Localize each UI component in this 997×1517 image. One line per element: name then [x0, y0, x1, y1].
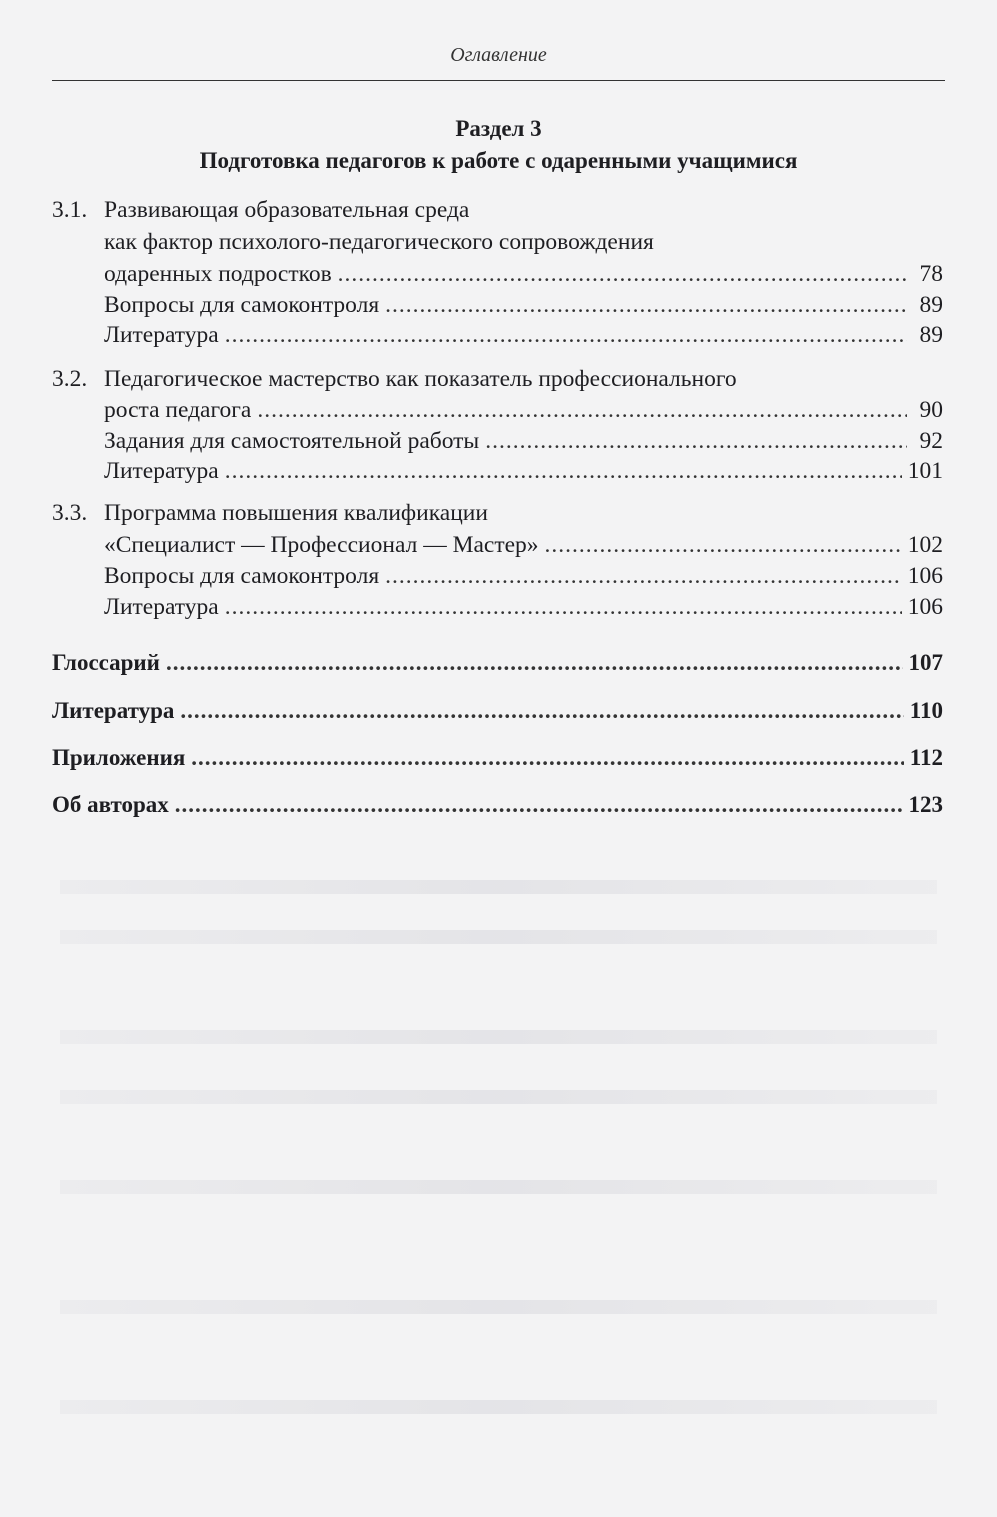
toc-entry[interactable]: [104, 397, 943, 427]
dot-leader: [166, 650, 903, 676]
chapter-number: 3.3.: [52, 500, 88, 526]
toc-entry-label: «Специалист — Профессионал — Мастер»: [104, 532, 539, 558]
toc-entry[interactable]: [104, 458, 943, 488]
page-number: 92: [919, 428, 943, 454]
toc-entry-label: Литература: [52, 698, 175, 723]
toc-entry-label: одаренных подростков: [104, 261, 332, 287]
bleed-through-line: [60, 1180, 937, 1194]
toc-entry[interactable]: [104, 261, 943, 291]
toc-entry[interactable]: [104, 428, 943, 458]
dot-leader: [257, 397, 907, 424]
toc-entry-label: роста педагога: [104, 397, 252, 423]
header-rule: [52, 80, 945, 81]
bleed-through-line: [60, 930, 937, 944]
dot-leader: [338, 261, 907, 288]
dot-leader: [180, 698, 903, 724]
toc-entry-label: Задания для самостоятельной работы: [104, 428, 480, 454]
page-number: 89: [919, 322, 943, 348]
bleed-through-line: [60, 1300, 937, 1314]
toc-entry[interactable]: [104, 563, 943, 593]
toc-entry-label: Литература: [104, 458, 219, 484]
dot-leader: [225, 458, 902, 485]
dot-leader: [175, 792, 903, 818]
page-number: 106: [907, 563, 943, 589]
toc-entry-authors[interactable]: [52, 792, 943, 822]
section-title: Подготовка педагогов к работе с одаренными учащимися: [199, 148, 798, 173]
toc-entry-label: Вопросы для самоконтроля: [104, 563, 380, 589]
chapter-number: 3.2.: [52, 366, 88, 392]
page-number: 101: [907, 458, 943, 484]
bleed-through-line: [60, 1090, 937, 1104]
toc-entry[interactable]: [104, 594, 943, 624]
bleed-through-line: [60, 1030, 937, 1044]
page-number: 89: [919, 292, 943, 318]
page-number: 112: [909, 745, 943, 770]
dot-leader: [385, 292, 907, 319]
toc-entry-label: Литература: [104, 322, 219, 348]
page-number: 123: [908, 792, 943, 817]
chapter-title-line: Программа повышения квалификации: [104, 500, 488, 526]
chapter-title-line: Педагогическое мастерство как показатель профессионального: [104, 366, 737, 392]
toc-entry-label: Глоссарий: [52, 650, 160, 675]
dot-leader: [225, 322, 907, 349]
toc-entry[interactable]: [104, 532, 943, 562]
chapter-number: 3.1.: [52, 197, 88, 223]
toc-entry-literature[interactable]: [52, 698, 943, 728]
page-number: 78: [919, 261, 943, 287]
toc-entry[interactable]: [104, 292, 943, 322]
toc-entry-label: Вопросы для самоконтроля: [104, 292, 380, 318]
dot-leader: [545, 532, 902, 559]
dot-leader: [385, 563, 902, 590]
toc-entry[interactable]: [104, 322, 943, 352]
toc-entry-label: Об авторах: [52, 792, 169, 817]
page-number: 102: [907, 532, 943, 558]
bleed-through-line: [60, 1400, 937, 1414]
bleed-through-line: [60, 880, 937, 894]
toc-entry-label: Приложения: [52, 745, 186, 770]
running-head: Оглавление: [450, 44, 547, 66]
page-number: 106: [907, 594, 943, 620]
chapter-title-line: как фактор психолого-педагогического сопровождения: [104, 229, 654, 255]
chapter-title-line: Развивающая образовательная среда: [104, 197, 470, 223]
toc-entry-glossary[interactable]: [52, 650, 943, 680]
page-number: 110: [909, 698, 943, 723]
page-number: 90: [919, 397, 943, 423]
section-label: Раздел 3: [455, 116, 542, 141]
dot-leader: [225, 594, 902, 621]
toc-entry-label: Литература: [104, 594, 219, 620]
page-number: 107: [908, 650, 943, 675]
dot-leader: [485, 428, 907, 455]
dot-leader: [191, 745, 903, 771]
toc-entry-appendices[interactable]: [52, 745, 943, 775]
